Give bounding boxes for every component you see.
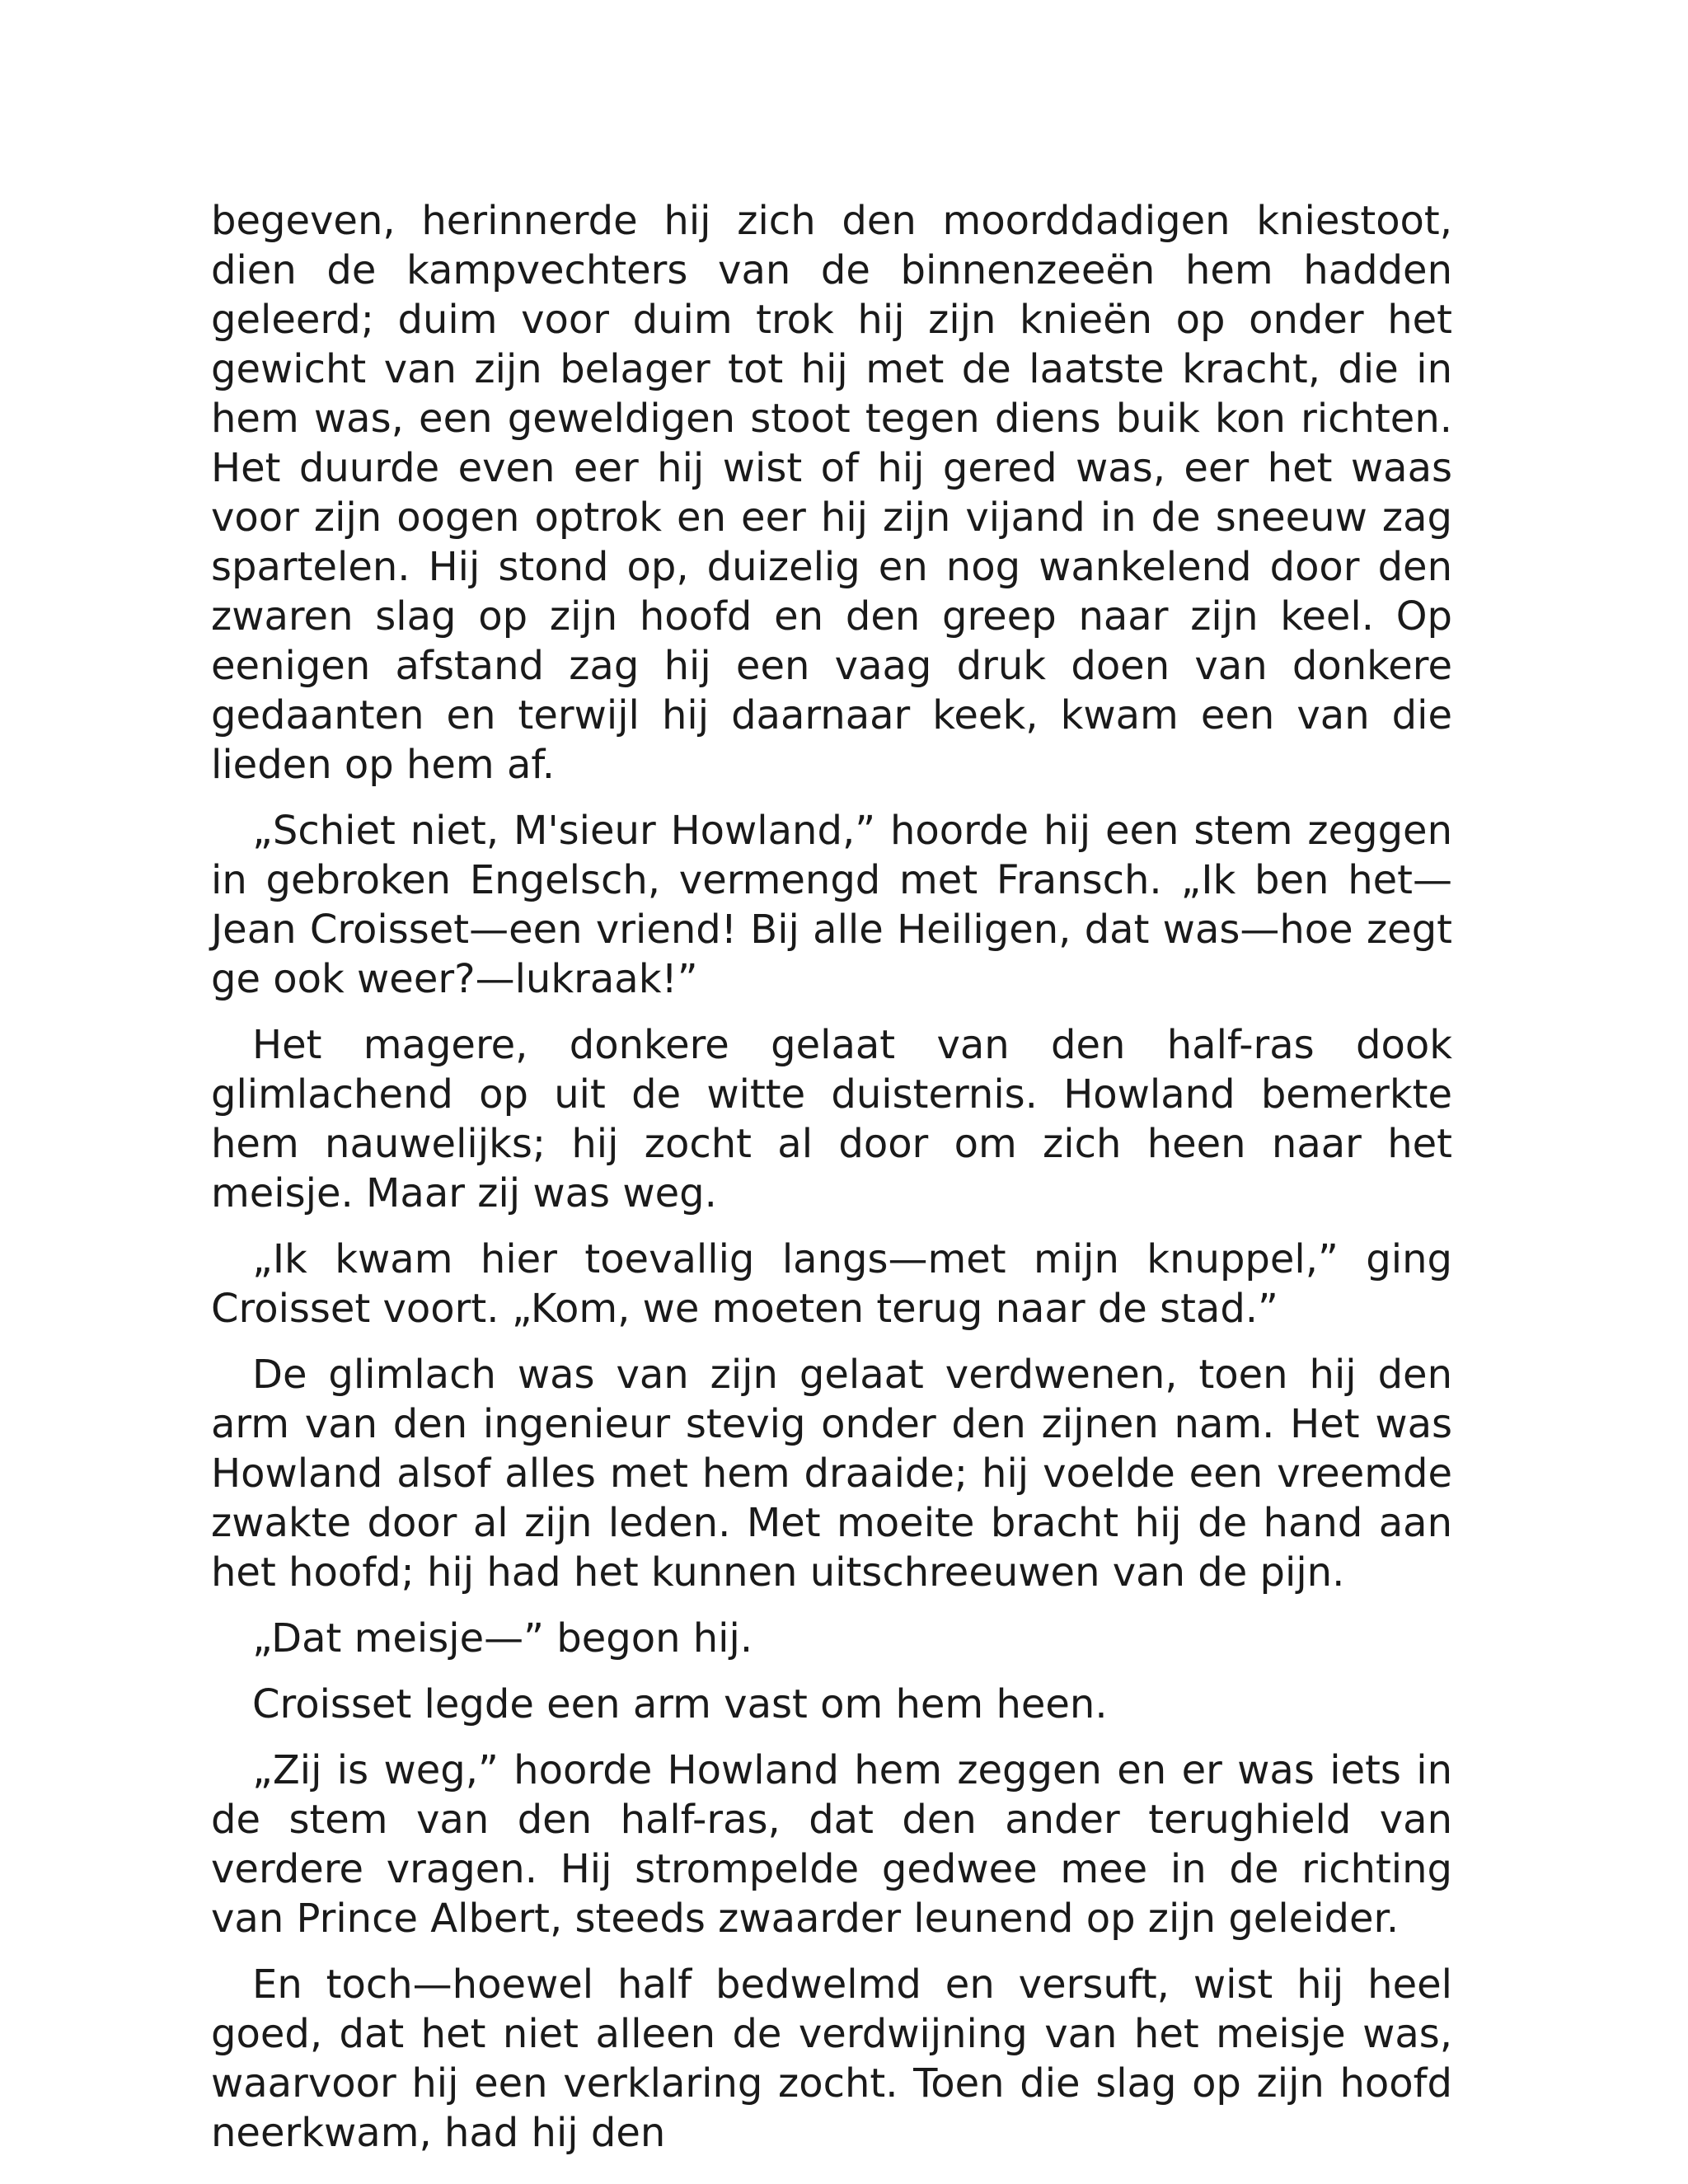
paragraph-en-toch: En toch—hoewel half bedwelmd en versuft, wist hij heel goed, dat het niet alleen de verdwijning van het meisje was, waarvoor hij een verklaring zocht. Toen die slag op zijn hoofd neerkwam, had hij den xyxy=(211,1961,1452,2156)
paragraph-dat-meisje: „Dat meisje—” begon hij. xyxy=(252,1615,753,1661)
paragraph-dialogue-croisset: „Schiet niet, M'sieur Howland,” hoorde hij een stem zeggen in gebroken Engelsch, vermengd met Fransch. „Ik ben het—Jean Croisset—een vriend! Bij alle Heiligen, dat was—hoe zegt ge ook weer?—lukraak!” xyxy=(211,808,1452,1002)
paragraph-zij-is-weg: „Zij is weg,” hoorde Howland hem zeggen en er was iets in de stem van den half-ras, dat den ander terughield van verdere vragen. Hij strompelde gedwee mee in de richting van Prince Albert, steeds zwaarder leunend op zijn geleider. xyxy=(211,1747,1452,1942)
paragraph-croisset-arm: Croisset legde een arm vast om hem heen. xyxy=(252,1681,1108,1727)
paragraph-continued: begeven, herinnerde hij zich den moorddadigen kniestoot, dien de kampvechters van de binnenzeeën hem hadden geleerd; duim voor duim trok hij zijn knieën op onder het gewicht van zijn belager tot hij met de laatste kracht, die in hem was, een geweldigen stoot tegen diens buik kon richten. Het duurde even eer hij wist of hij gered was, eer het waas voor zijn oogen optrok en eer hij zijn vijand in de sneeuw zag spartelen. Hij stond op, duizelig en nog wankelend door den zwaren slag op zijn hoofd en den greep naar zijn keel. Op eenigen afstand zag hij een vaag druk doen van donkere gedaanten en terwijl hij daarnaar keek, kwam een van die lieden op hem af. xyxy=(211,198,1452,788)
paragraph-half-ras-face: Het magere, donkere gelaat van den half-ras dook glimlachend op uit de witte duisternis. Howland bemerkte hem nauwelijks; hij zocht al door om zich heen naar het meisje. Maar zij was weg. xyxy=(211,1022,1452,1216)
paragraph-dialogue-knuppel: „Ik kwam hier toevallig langs—met mijn knuppel,” ging Croisset voort. „Kom, we moeten terug naar de stad.” xyxy=(211,1236,1452,1332)
book-page xyxy=(211,196,1452,2158)
paragraph-glimlach: De glimlach was van zijn gelaat verdwenen, toen hij den arm van den ingenieur stevig onder den zijnen nam. Het was Howland alsof alles met hem draaide; hij voelde een vreemde zwakte door al zijn leden. Met moeite bracht hij de hand aan het hoofd; hij had het kunnen uitschreeuwen van de pijn. xyxy=(211,1352,1452,1596)
